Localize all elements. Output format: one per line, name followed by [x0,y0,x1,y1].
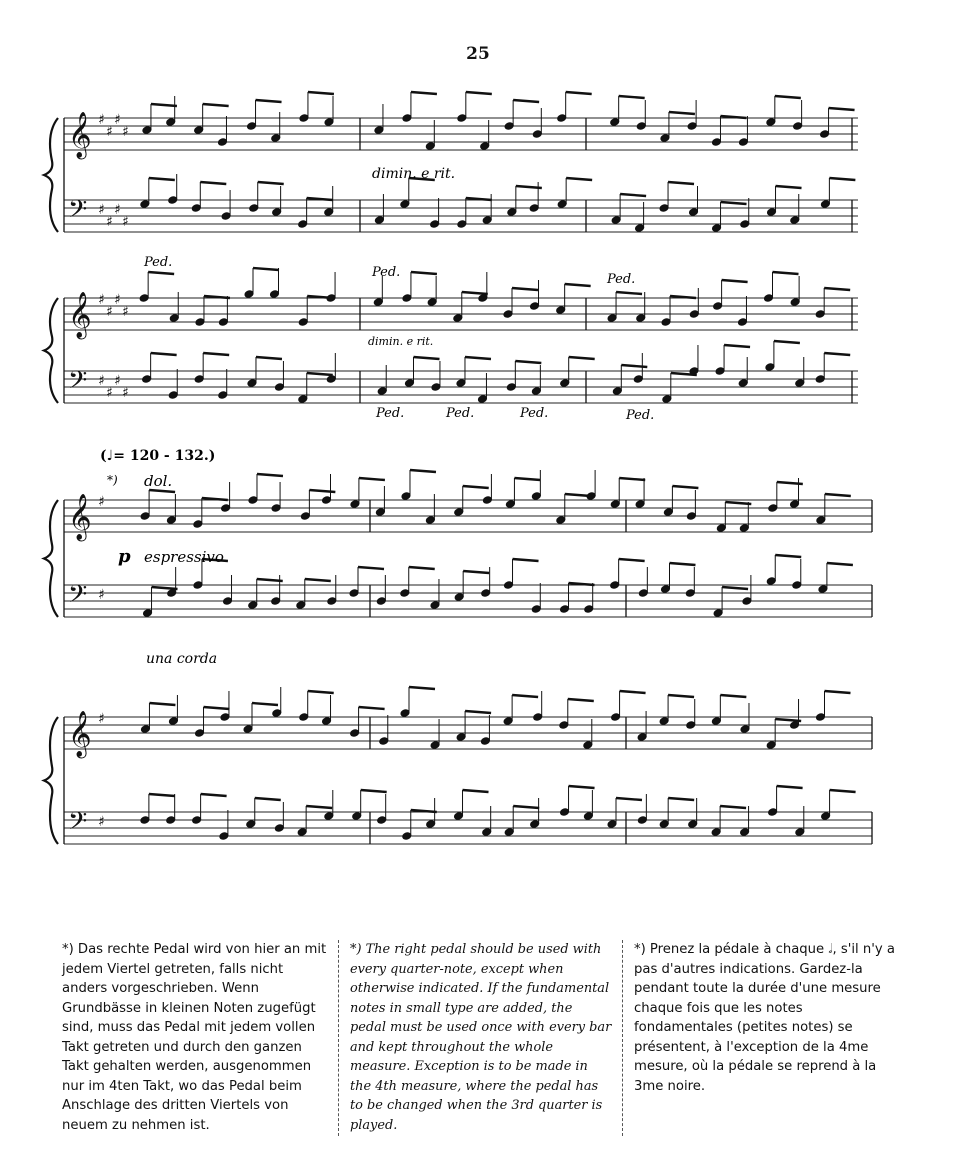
beam [513,100,539,102]
sharp-icon: ♯ [98,711,105,727]
bass-clef-icon: 𝄢 [68,807,88,842]
treble-clef-icon: 𝄞 [68,112,92,158]
sharp-icon: ♯ [98,587,105,603]
beam [565,284,591,286]
beam [619,559,645,561]
beam [772,272,798,274]
brace [44,717,58,844]
bass-clef-icon: 𝄢 [68,195,88,230]
beam [824,288,850,290]
beam [620,691,646,693]
pedal-mark: Ped. [372,265,401,280]
sharp-icon: ♯ [122,304,129,320]
beam [566,178,592,180]
beam [149,703,175,705]
sharp-icon: ♯ [98,112,105,128]
sharp-icon: ♯ [98,494,105,510]
sharp-icon: ♯ [122,124,129,140]
beam [569,357,595,359]
dol-marking: dol. [144,472,173,490]
beam [512,288,538,290]
footnote-french: *) Prenez la pédale à chaque 𝅗𝅥, s'il n'y a pas d'autres indications. Gardez-la pendant toute la durée d'une mesure chaque fois que les notes fondamentales (petites notes) se présentent, à l'exception de la 4me mesure, où la pédale se reprend à la 3me noire. [634,942,895,1094]
beam [669,563,695,565]
sharp-icon: ♯ [98,202,105,218]
beam [720,806,746,808]
sharp-icon: ♯ [106,385,113,401]
bass-clef-icon: 𝄢 [68,366,88,401]
brace [44,118,58,232]
beam [257,579,283,581]
treble-clef-icon: 𝄞 [68,292,92,338]
beam [621,365,647,367]
column-divider [622,940,623,1136]
brace [44,500,58,617]
beam [411,92,437,94]
pedal-mark: Ped. [144,255,173,270]
footnote-english: *) The right pedal should be used with every quarter-note, except when otherwise indicated. If the fundamental notes in small type are added, the pedal must be used once with every bar and kept throughout the whole measure. Exception is to be made in the 4th measure, where the pedal has to be changed when the 3rd quarter is played. [350,942,612,1133]
beam [256,100,282,102]
treble-clef-icon: 𝄞 [68,494,92,540]
beam [619,478,645,480]
dynamic-marking: p [118,546,131,567]
pedal-mark: Ped. [626,408,655,423]
dimin-rit-marking: dimin. e rit. [372,166,456,182]
beam [568,699,594,701]
beam [514,478,540,480]
treble-clef-icon: 𝄞 [68,711,92,757]
beam [829,108,855,110]
beam [148,272,174,274]
staff-lines [64,118,872,844]
beam [669,112,695,114]
sharp-icon: ♯ [98,373,105,389]
beam [616,798,642,800]
beam [668,695,694,697]
beam [465,357,491,359]
beam [255,798,281,800]
sharp-icon: ♯ [114,112,121,128]
beam [252,703,278,705]
sharp-icon: ♯ [106,214,113,230]
beam [774,341,800,343]
beam [512,695,538,697]
beam [409,567,435,569]
beam [722,587,748,589]
beam [410,470,436,472]
dimin-rit-marking-lower: dimin. e rit. [368,335,434,348]
beam [257,474,283,476]
beam [775,555,801,557]
sharp-icon: ♯ [98,292,105,308]
beam [358,567,384,569]
beam [308,691,334,693]
beam [258,182,284,184]
beam [465,711,491,713]
beam [409,687,435,689]
brace [44,298,58,403]
beam [253,268,279,270]
una-corda-marking: una corda [146,651,218,667]
beam [462,292,488,294]
barlines [64,118,872,844]
sharp-icon: ♯ [114,202,121,218]
beam [775,96,801,98]
beam [463,790,489,792]
sharp-icon: ♯ [122,214,129,230]
beam [361,790,387,792]
tempo-marking: (♩= 120 - 132.) [100,448,216,464]
beam [307,373,333,375]
pedal-mark: Ped. [446,406,475,421]
beam [149,794,175,796]
page-number: 25 [466,44,490,64]
beam [201,794,227,796]
beam [775,719,801,721]
beam [830,790,856,792]
footnote-mark: *) [107,473,118,487]
beam [463,486,489,488]
column-divider [338,940,339,1136]
pedal-mark: Ped. [607,272,636,287]
note-glyphs [139,92,855,840]
pedal-mark: Ped. [520,406,549,421]
beam [720,695,746,697]
beam [413,357,439,359]
beam [151,104,177,106]
beam [513,559,539,561]
beam [824,353,850,355]
beam [151,353,177,355]
beam [305,579,331,581]
beam [513,806,539,808]
beam [672,486,698,488]
beam [203,353,229,355]
beam [620,194,646,196]
beam [200,182,226,184]
beam [308,92,334,94]
beam [825,494,851,496]
beam [824,691,850,693]
beam [668,798,694,800]
system-braces [44,118,58,844]
sharp-icon: ♯ [106,304,113,320]
sharp-icon: ♯ [114,292,121,308]
pedal-mark: Ped. [376,406,405,421]
beam [829,178,855,180]
sharp-icon: ♯ [106,124,113,140]
beam [203,104,229,106]
beam [515,361,541,363]
beam [724,345,750,347]
sharp-icon: ♯ [122,385,129,401]
bass-clef-icon: 𝄢 [68,580,88,615]
beam [149,178,175,180]
beam [411,272,437,274]
beam [569,786,595,788]
beam [776,186,802,188]
beam [359,478,385,480]
beam [616,292,642,294]
beam [722,280,748,282]
beam [777,786,803,788]
beam [359,707,385,709]
beam [619,96,645,98]
footnote-german: *) Das rechte Pedal wird von hier an mit jedem Viertel getreten, falls nicht anders vorgeschrieben. Wenn Grundbässe in kleinen Noten zugefügt sind, muss das Pedal mit jedem vollen Takt getreten und durch den ganzen Takt gehalten werden, ausgenommen nur im 4ten Takt, wo das Pedal beim Anschlage des dritten Viertels von neuem zu nehmen ist. [62,942,327,1133]
espressivo-marking: espressivo [144,548,224,566]
beam [827,563,853,565]
beam [668,182,694,184]
beam [466,92,492,94]
beam [306,806,332,808]
beam [204,707,230,709]
sharp-icon: ♯ [114,373,121,389]
beam [725,502,751,504]
beam [566,92,592,94]
sharp-icon: ♯ [98,814,105,830]
beam [149,490,175,492]
beam [152,587,178,589]
beam [721,202,747,204]
beam [309,490,335,492]
beam [463,571,489,573]
beam [256,357,282,359]
